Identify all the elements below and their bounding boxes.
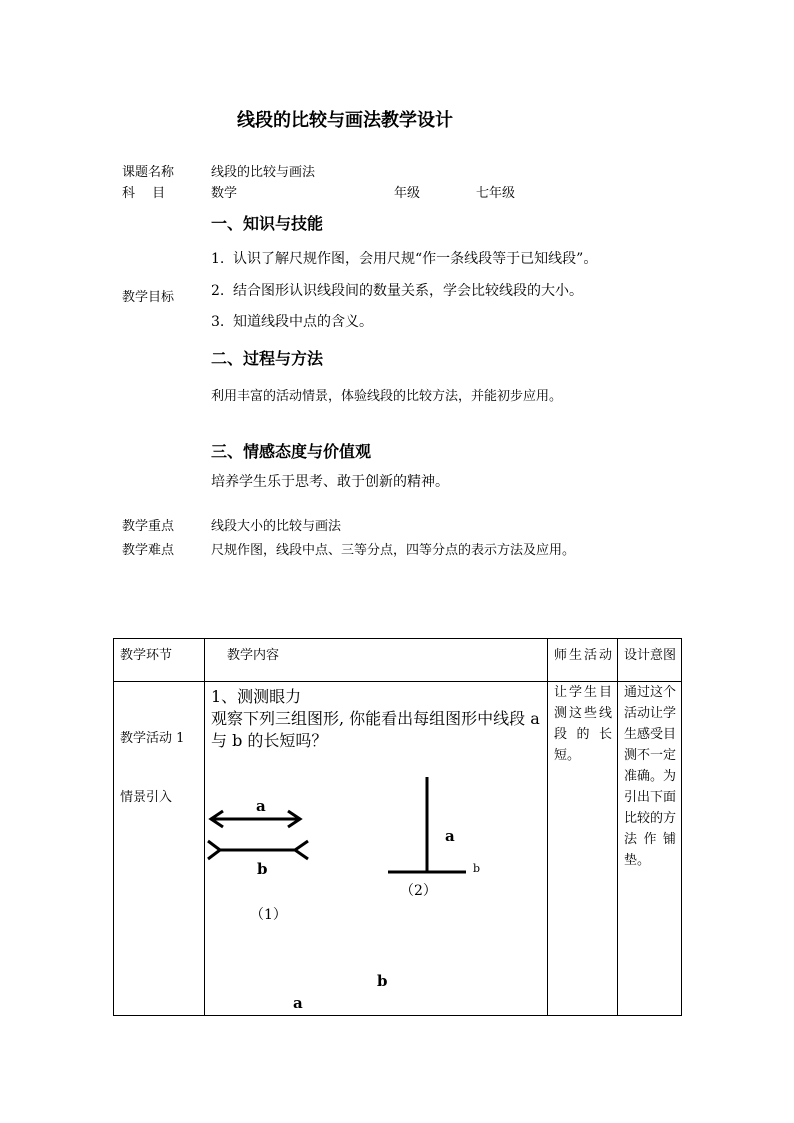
objective-number: 2. [211, 283, 225, 299]
key-point-label: 教学重点 [122, 519, 175, 534]
intent-text: 通过这个活动让学生感受目测不一定准确。为引出下面比较的方法作铺垫。 [624, 685, 677, 868]
objective-text: 结合图形认识线段间的数量关系，学会比较线段的大小。 [233, 283, 583, 299]
intent-cell [618, 682, 682, 1016]
figure1-label-a: a [256, 797, 266, 815]
objective-text: 知道线段中点的含义。 [233, 314, 373, 330]
figure2-label-a: a [445, 827, 455, 845]
figure1-label-b: b [257, 860, 268, 878]
figure3-label-a: a [293, 994, 303, 1012]
header-cell: 教学环节 [114, 639, 205, 682]
content-cell [205, 682, 548, 1016]
objectives-label: 教学目标 [122, 290, 175, 305]
objective-item [211, 248, 597, 268]
objective-number: 3. [211, 314, 225, 330]
content-area [205, 682, 547, 1015]
section-attitude-text: 培养学生乐于思考、敢于创新的精神。 [211, 474, 449, 490]
header-cell: 师生活动 [548, 639, 618, 682]
figure2-label-b: b [473, 862, 481, 875]
objective-item [211, 280, 583, 300]
figure1-caption: （1） [250, 907, 287, 923]
table-row [114, 682, 682, 1016]
teacher-student-cell [548, 682, 618, 1016]
objective-text: 认识了解尺规作图，会用尺规“作一条线段等于已知线段”。 [233, 251, 598, 267]
header-cell: 教学内容 [205, 639, 548, 682]
content-title: 1、测测眼力 [211, 687, 302, 706]
subject-value: 数学 [211, 186, 238, 201]
lesson-table [113, 638, 682, 1016]
difficulty-label: 教学难点 [122, 543, 175, 558]
table-header-row [114, 639, 682, 682]
page-title: 线段的比较与画法教学设计 [237, 110, 453, 131]
stage-line2: 情景引入 [120, 790, 173, 805]
section-process-text: 利用丰富的活动情景，体验线段的比较方法，并能初步应用。 [211, 389, 563, 404]
section-knowledge-title: 一、知识与技能 [211, 214, 324, 233]
objective-item [211, 311, 373, 331]
content-text: 观察下列三组图形, 你能看出每组图形中线段 a 与 b 的长短吗？ [211, 709, 540, 750]
section-attitude-title: 三、情感态度与价值观 [211, 442, 372, 461]
header-cell: 设计意图 [618, 639, 682, 682]
topic-value: 线段的比较与画法 [211, 165, 316, 180]
figure3-label-b: b [377, 972, 388, 990]
objective-number: 1. [211, 251, 225, 267]
key-point-value: 线段大小的比较与画法 [211, 519, 342, 534]
subject-label: 科 目 [122, 186, 166, 201]
topic-label: 课题名称 [122, 165, 175, 180]
figure1-segment-b [208, 841, 308, 859]
figure2-segments [388, 777, 466, 872]
stage-line1: 教学活动 1 [120, 731, 185, 746]
grade-label: 年级 [394, 186, 421, 201]
grade-value: 七年级 [476, 186, 516, 201]
figure2-caption: （2） [400, 883, 437, 899]
teacher-student-text: 让学生目测这些线段的长短。 [554, 685, 612, 763]
section-process-title: 二、过程与方法 [211, 349, 324, 368]
difficulty-value: 尺规作图，线段中点、三等分点，四等分点的表示方法及应用。 [211, 543, 576, 558]
stage-cell [114, 682, 205, 1016]
figure-illustrations [205, 682, 548, 1015]
